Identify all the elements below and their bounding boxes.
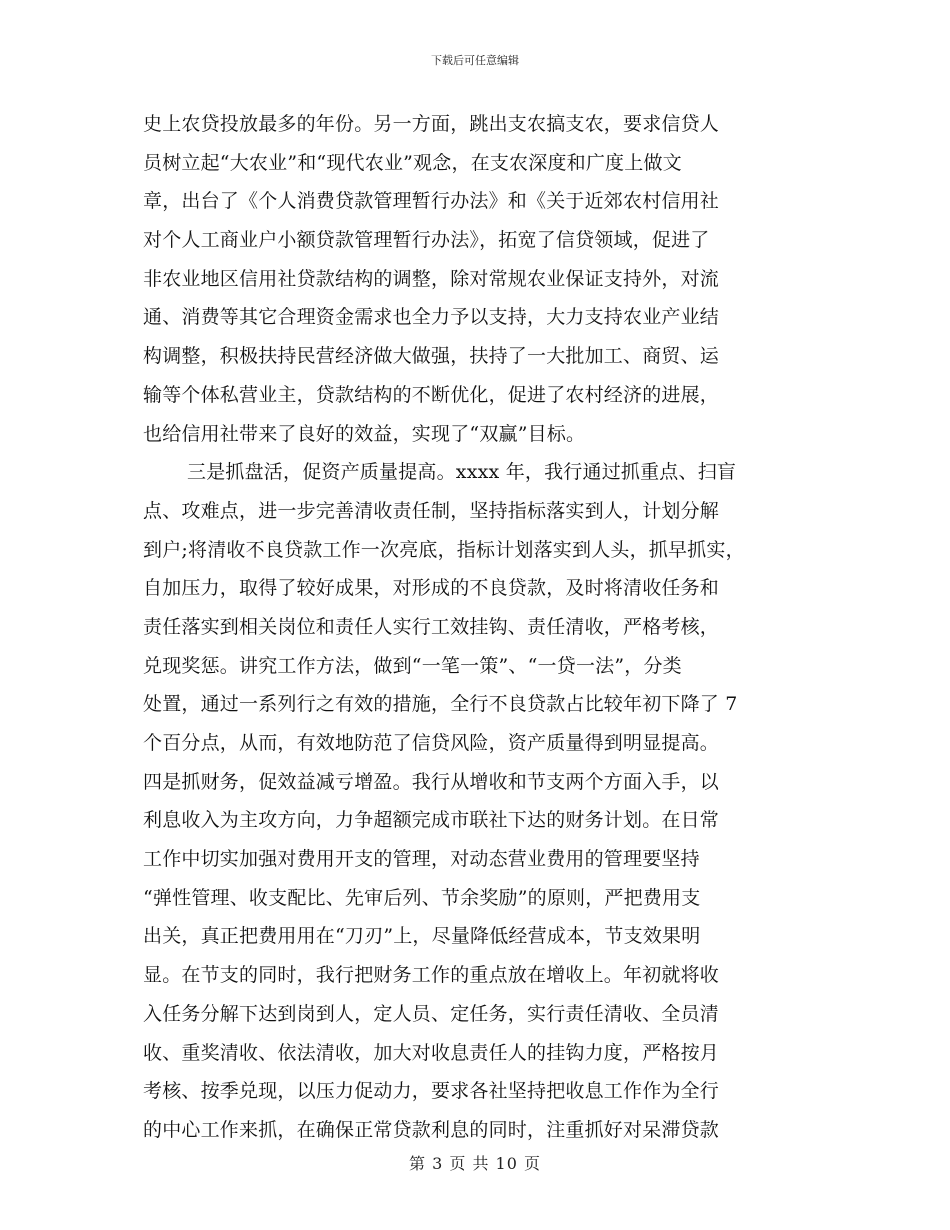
text-line: 的中心工作来抓，在确保正常贷款利息的同时，注重抓好对呆滞贷款 (143, 1118, 720, 1141)
page-header: 下载后可任意编辑 (431, 54, 519, 67)
text-line: 利息收入为主攻方向，力争超额完成市联社下达的财务计划。在日常 (143, 809, 720, 832)
text-line: 章，出台了《个人消费贷款管理暂行办法》和《关于近郊农村信用社 (143, 190, 720, 213)
text-line: 点、攻难点，进一步完善清收责任制，坚持指标落实到人，计划分解 (143, 499, 720, 522)
text-line: 自加压力，取得了较好成果，对形成的不良贷款，及时将清收任务和 (143, 577, 720, 600)
text-line: 兑现奖惩。讲究工作方法，做到“一笔一策”、“一贷一法”，分类 (143, 654, 682, 677)
text-line: 出关，真正把费用用在“刀刃”上，尽量降低经营成本，节支效果明 (143, 925, 701, 948)
text-line: 也给信用社带来了良好的效益，实现了“双赢”目标。 (143, 422, 586, 445)
text-line: 史上农贷投放最多的年份。另一方面，跳出支农搞支农，要求信贷人 (143, 113, 720, 135)
text-line: 责任落实到相关岗位和责任人实行工效挂钩、责任清收，严格考核， (143, 615, 720, 638)
text-line: 通、消费等其它合理资金需求也全力予以支持，大力支持农业产业结 (143, 306, 720, 329)
text-line: 处置，通过一系列行之有效的措施，全行不良贷款占比较年初下降了 7 (143, 693, 738, 716)
text-line: 入任务分解下达到岗到人，定人员、定任务，实行责任清收、全员清 (143, 1002, 720, 1025)
text-line: 对个人工商业户小额贷款管理暂行办法》，拓宽了信贷领域，促进了 (143, 229, 710, 252)
paragraph-start-line: 三是抓盘活，促资产质量提高。xxxx 年，我行通过抓重点、扫盲 (187, 461, 737, 484)
document-body (143, 105, 807, 1150)
text-line: 收、重奖清收、依法清收，加大对收息责任人的挂钩力度，严格按月 (143, 1041, 720, 1064)
text-line: 到户;将清收不良贷款工作一次亮底，指标计划落实到人头，抓早抓实， (143, 538, 745, 561)
text-line: 四是抓财务，促效益减亏增盈。我行从增收和节支两个方面入手，以 (143, 770, 720, 793)
text-line: 工作中切实加强对费用开支的管理，对动态营业费用的管理要坚持 (143, 848, 700, 871)
text-line: 显。在节支的同时，我行把财务工作的重点放在增收上。年初就将收 (143, 964, 720, 987)
text-line: 输等个体私营业主，贷款结构的不断优化，促进了农村经济的进展， (143, 383, 720, 406)
text-line: 考核、按季兑现，以压力促动力，要求各社坚持把收息工作作为全行 (143, 1080, 720, 1103)
text-line: 构调整，积极扶持民营经济做大做强，扶持了一大批加工、商贸、运 (143, 345, 720, 368)
page-footer: 第 3 页 共 10 页 (409, 1154, 541, 1173)
text-line: 员树立起“大农业”和“现代农业”观念，在支农深度和广度上做文 (143, 151, 682, 174)
text-line: “弹性管理、收支配比、先审后列、节余奖励”的原则，严把费用支 (143, 886, 701, 909)
text-line: 非农业地区信用社贷款结构的调整，除对常规农业保证支持外，对流 (143, 267, 720, 290)
text-line: 个百分点，从而，有效地防范了信贷风险，资产质量得到明显提高。 (143, 732, 720, 754)
